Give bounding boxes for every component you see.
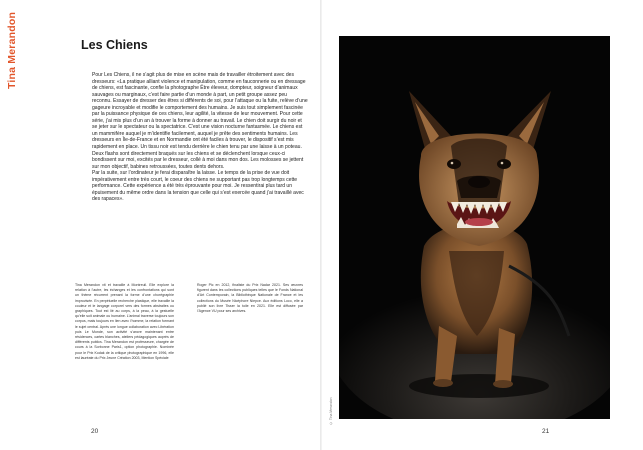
dog-photograph <box>339 36 610 419</box>
page-number-right: 21 <box>542 428 550 435</box>
page-number-left: 20 <box>91 428 99 435</box>
bio-column-right: Roger Pic en 2012, finaliste du Prix Nadar 2021. Ses œuvres figurent dans les collections publiques telles que le Fonds National d’Art Contemporain, la Bibliothèque Nationale de France et les collections du Musée Nicéphore Niepce. Aux éditions Loco, elle a publié son livre Tisser la toile en 2021. Elle est diffusée par l’Agence VU pour ses archives. <box>197 283 303 314</box>
body-paragraph-1: Pour Les Chiens, il ne s’agit plus de mise en scène mais de travailler étroitement avec des dresseurs: «La pratique alliant violence et manipulation, comme en fauconnerie ou en dressage de chiens, est fascinante, confie la photographe Être éleveur, dompteur, soigneur d’animaux sauvages ou marginaux, c’est faire partie d’un monde à part, un petit groupe assez peu reconnu. Essayer de dresser des êtres si différents de soi, pour l’attaque ou la fuite, relève d’une gageure incroyable et modifie le comportement des humains. Je suis tout simplement fascinée par la puissance physique de ces chiens, leur agilité, la vitesse de leur mouvement. Pour cette série, j’ai mis plus d’un an à trouver la forme à donner au travail. Le chien doit surgir du noir et se jeter sur le spectateur ou la spectatrice. C’est une vision nocturne fantasmée. Le chiens est un mammifère auquel je m’identifie facilement, auquel je prête des sentiments humains. Les dresseurs en Île-de-France et en Normandie ont été faciles à trouver, le dispositif s’est mis rapidement en place. Un tissu noir est tendu derrière le chien tenu par une laisse à un poteau. Deux flashs sont directement braqués sur les chiens et se déclenchent lorsque ceux-ci bondissent sur moi, excités par le dresseur, collé à moi dans mon dos. Les molosses se jettent sur mon objectif, babines retroussées, toutes dents dehors. <box>92 72 308 170</box>
dog-illustration <box>339 36 610 419</box>
body-paragraph-2: Par la suite, sur l’ordinateur je ferai disparaître la laisse. Le temps de la prise de vue doit impérativement entre très court, le coeur des chiens ne supportant pas trop longtemps cette performance. Cette expérience a été très éprouvante pour moi. Je ressentirai plus tard un épuisement du même ordre dans la tension que celle qui s’est exercée quand j’ai travaillé avec des rapaces». <box>92 170 304 203</box>
bio-column-left: Tina Merandon vit et travaille à Montreuil. Elle explore la relation à l’autre, les échanges et les confrontations qui sont un thème récurrent prenant la forme d’une chorégraphie improvisée. En perpétuelle recherche plastique, elle travaille la couleur et le langage corporel vers des formes abstraites ou graphiques. Tout est lié au corps, à la peau, à la gestuelle qu’elle soit animale ou humaine. L’animal traverse toujours son corpus, mais toujours en lien avec l’homme, la relation formant le sujet central. Après une longue collaboration avec Libération puis Le Monde, son activité s’ancre maintenant entre résidences, cartes blanches, ateliers pédagogiques auprès de différents publics. Tina Merandon est professeure, chargée de cours à la Sorbonne Paris1, option photographie. Nominée pour le Prix Kodak de la critique photographique en 1996, elle est lauréate du Prix Jeune Création 2003, Mention Spéciale <box>75 283 174 360</box>
sidebar-author-name: Tina Merandon <box>6 12 18 90</box>
main-body-text <box>92 72 308 203</box>
page-title: Les Chiens <box>81 38 148 52</box>
page-gutter <box>320 0 322 450</box>
photo-credit: © Tina Merandon <box>329 397 333 425</box>
